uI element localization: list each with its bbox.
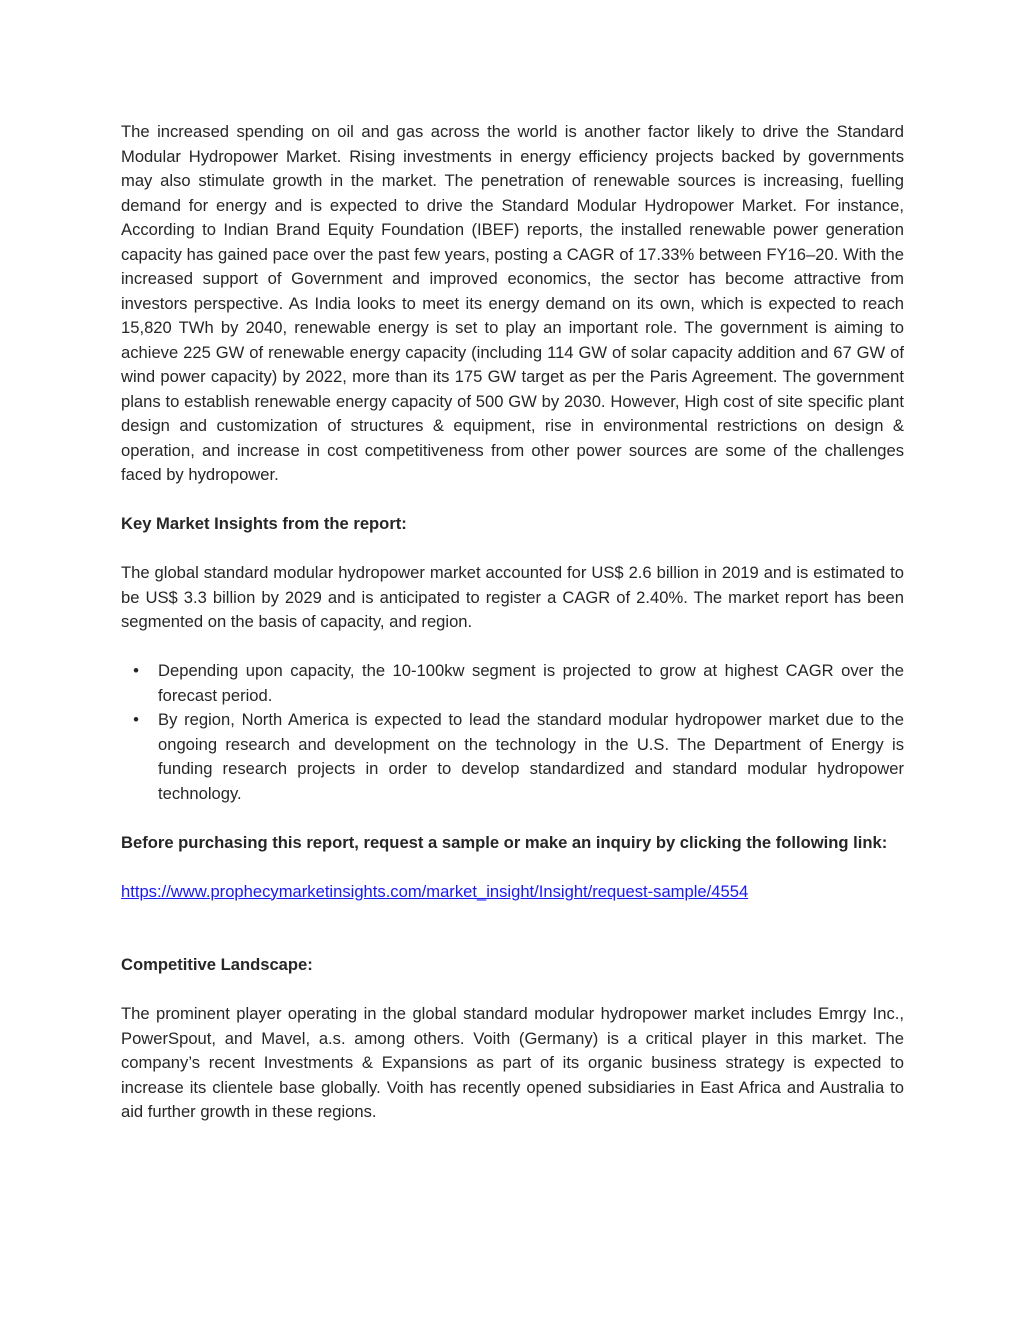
bullet-icon: • bbox=[133, 710, 139, 729]
request-sample-link[interactable]: https://www.prophecymarketinsights.com/market_insight/Insight/request-sample/4554 bbox=[121, 881, 749, 901]
key-insights-paragraph: The global standard modular hydropower market accounted for US$ 2.6 billion in 2019 and is estimated to be US$ 3.3 billion by 2029 and is anticipated to register a CAGR of 2.40%. The market report has been segmented on the basis of capacity, and region. bbox=[121, 563, 904, 631]
cta-text: Before purchasing this report, request a sample or make an inquiry by clicking the following link: bbox=[121, 832, 888, 852]
cta-link-line bbox=[121, 880, 904, 905]
list-item bbox=[121, 708, 904, 806]
bullet-icon: • bbox=[133, 661, 139, 680]
list-item-text: Depending upon capacity, the 10-100kw segment is projected to grow at highest CAGR over the forecast period. bbox=[158, 661, 904, 705]
key-insights-list bbox=[121, 659, 904, 806]
key-insights-heading: Key Market Insights from the report: bbox=[121, 514, 407, 533]
document-page bbox=[121, 120, 904, 1125]
list-item bbox=[121, 659, 904, 708]
list-item-text: By region, North America is expected to lead the standard modular hydropower market due to the ongoing research and development on the technology in the U.S. The Department of Energy is funding research projects in order to develop standardized and standard modular hydropower technology. bbox=[158, 710, 904, 803]
intro-paragraph: The increased spending on oil and gas across the world is another factor likely to drive the Standard Modular Hydropower Market. Rising investments in energy efficiency projects backed by governments may also stimulate growth in the market. The penetration of renewable sources is increasing, fuelling demand for energy and is expected to drive the Standard Modular Hydropower Market. For instance, According to Indian Brand Equity Foundation (IBEF) reports, the installed renewable power generation capacity has gained pace over the past few years, posting a CAGR of 17.33% between FY16–20. With the increased support of Government and improved economics, the sector has become attractive from investors perspective. As India looks to meet its energy demand on its own, which is expected to reach 15,820 TWh by 2040, renewable energy is set to play an important role. The government is aiming to achieve 225 GW of renewable energy capacity (including 114 GW of solar capacity addition and 67 GW of wind power capacity) by 2022, more than its 175 GW target as per the Paris Agreement. The government plans to establish renewable energy capacity of 500 GW by 2030. However, High cost of site specific plant design and customization of structures & equipment, rise in environmental restrictions on design & operation, and increase in cost competitiveness from other power sources are some of the challenges faced by hydropower. bbox=[121, 122, 904, 484]
competitive-heading: Competitive Landscape: bbox=[121, 955, 313, 974]
competitive-paragraph: The prominent player operating in the global standard modular hydropower market includes Emrgy Inc., PowerSpout, and Mavel, a.s. among others. Voith (Germany) is a critical player in this market. The company’s recent Investments & Expansions as part of its organic business strategy is expected to increase its clientele base globally. Voith has recently opened subsidiaries in East Africa and Australia to aid further growth in these regions. bbox=[121, 1004, 904, 1121]
